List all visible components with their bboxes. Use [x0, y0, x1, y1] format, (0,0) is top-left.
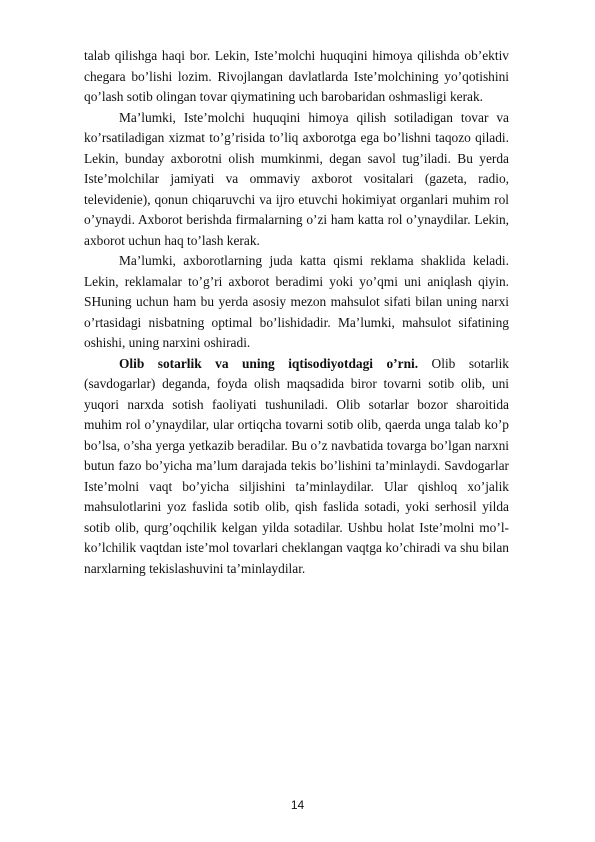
paragraph-2 — [84, 108, 509, 252]
paragraph-4-text: Olib sotarlik (savdogarlar) deganda, foyda olish maqsadida biror tovarni sotib olib, uni yuqori narxda sotish faoliyati tushuniladi. Olib sotarlar bozor sharoitida muhim rol o’ynaydilar, ular ortiqcha tovarni sotib olib, qaerda unga talab ko’p bo’lsa, o’sha yerga yetkazib beradilar. Bu o’z navbatida tovarga bo’lgan narxni butun fazo bo’yicha ma’lum darajada tekis bo’lishini ta’minlaydi. Savdogarlar Iste’molni vaqt bo’yicha siljishini ta’minlaydilar. Ular qishloq xo’jalik mahsulotlarini yoz faslida sotib olib, qish faslida sotadi, yoki serhosil yilda sotib olib, qurg’oqchilik kelgan yilda sotadilar. Ushbu holat Iste’molni mo’l-ko’lchilik vaqtdan iste’mol tovarlari cheklangan vaqtga ko’chiradi va shu bilan narxlarning tekislashuvini ta’minlaydilar. — [84, 355, 509, 576]
paragraph-3-text: Ma’lumki, axborotlarning juda katta qismi reklama shaklida keladi. Lekin, reklamalar to’g’ri axborot beradimi yoki yo’qmi uni aniqlash qiyin. SHuning uchun ham bu yerda asosiy mezon mahsulot sifati bilan uning narxi o’rtasidagi nisbatning optimal bo’lishidadir. Ma’lumki, mahsulot sifatining oshishi, uning narxini oshiradi. — [84, 253, 509, 350]
paragraph-1-text: talab qilishga haqi bor. Lekin, Iste’molchi huquqini himoya qilishda ob’ektiv chegara bo’lishi lozim. Rivojlangan davlatlarda Iste’molchining yo’qotishini qo’lash sotib olingan tovar qiymatining uch barobaridan oshmasligi kerak. — [84, 48, 509, 104]
paragraph-3 — [84, 251, 509, 354]
paragraph-1 — [84, 46, 509, 108]
paragraph-4 — [84, 354, 509, 580]
page-number: 14 — [290, 798, 305, 812]
paragraph-2-text: Ma’lumki, Iste’molchi huquqini himoya qilish sotiladigan tovar va ko’rsatiladigan xizmat to’g’risida to’liq axborotga ega bo’lishni taqozo qiladi. Lekin, bunday axborotni olish mumkinmi, degan savol tug’iladi. Bu yerda Iste’molchilar jamiyati va ommaviy axborot vositalari (gazeta, radio, televidenie), qonun chiqaruvchi va ijro etuvchi hokimiyat organlari muhim rol o’ynaydi. Axborot berishda firmalarning o’zi ham katta rol o’ynaydilar. Lekin, axborot uchun haq to’lash kerak. — [84, 109, 509, 248]
section-heading: Olib sotarlik va uning iqtisodiyotdagi o’rni. — [119, 355, 419, 371]
document-body — [84, 46, 509, 579]
